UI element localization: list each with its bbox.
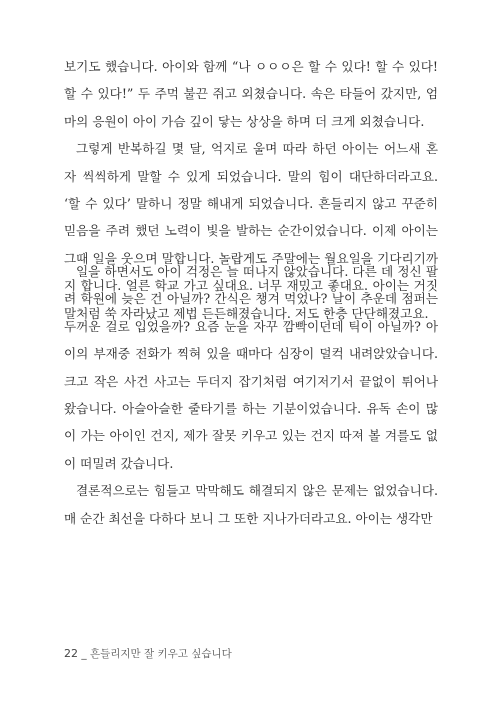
text-line: 왔습니다. 아슬아슬한 줄타기를 하는 기분이었습니다. 유독 손이 많 bbox=[64, 400, 438, 416]
text-line: 자 씩씩하게 말할 수 있게 되었습니다. 말의 힘이 대단하더라고요. bbox=[64, 168, 438, 184]
text-line: 결론적으로는 힘들고 막막해도 해결되지 않은 문제는 없었습니다. bbox=[76, 483, 438, 499]
text-line: 지 합니다. 얼른 학교 가고 싶대요. 너무 재밌고 좋대요. 아이는 거짓 bbox=[64, 278, 438, 294]
text-line: 이의 부재중 전화가 찍혀 있을 때마다 심장이 덜컥 내려앉았습니다. bbox=[64, 346, 438, 362]
text-line: 이 가는 아이인 건지, 제가 잘못 키우고 있는 건지 따져 볼 겨를도 없 bbox=[64, 428, 438, 444]
text-line: 그때 일을 웃으며 말합니다. 놀랍게도 주말에는 월요일을 기다리기까 bbox=[64, 250, 438, 266]
running-title: 흔들리지만 잘 키우고 싶습니다 bbox=[89, 648, 232, 660]
text-line: 할 수 있다!” 두 주먹 불끈 쥐고 외쳤습니다. 속은 타들어 갔지만, 엄 bbox=[64, 86, 438, 102]
page-footer bbox=[64, 646, 232, 661]
text-line: 그렇게 반복하길 몇 달, 억지로 울며 따라 하던 아이는 어느새 혼 bbox=[76, 141, 438, 157]
text-line: 크고 작은 사건 사고는 두더지 잡기처럼 여기저기서 끝없이 튀어나 bbox=[64, 373, 438, 389]
text-line: 일을 하면서도 아이 걱정은 늘 떠나지 않았습니다. 다른 데 정신 팔 bbox=[76, 264, 438, 279]
footer-separator: _ bbox=[81, 648, 87, 660]
text-line: 두꺼운 걸로 입었을까? 요즘 눈을 자꾸 깜빡이던데 틱이 아닐까? 아 bbox=[64, 318, 438, 334]
paragraph-block-2 bbox=[64, 258, 438, 532]
text-line: 이 떠밀려 갔습니다. bbox=[64, 455, 174, 471]
text-line: 말처럼 쑥 자라났고 제법 든든해졌습니다. 저도 한층 단단해졌고요. bbox=[64, 305, 429, 321]
page-number: 22 bbox=[64, 647, 78, 660]
text-line: 마의 응원이 아이 가슴 깊이 닿는 상상을 하며 더 크게 외쳤습니다. bbox=[64, 113, 425, 129]
text-line: 매 순간 최선을 다하다 보니 그 또한 지나가더라고요. 아이는 생각만 bbox=[64, 510, 433, 526]
text-line: ‘할 수 있다’ 말하니 정말 해내게 되었습니다. 흔들리지 않고 꾸준히 bbox=[64, 195, 438, 211]
text-line: 믿음을 주려 했던 노력이 빛을 발하는 순간이었습니다. 이제 아이는 bbox=[64, 223, 438, 239]
text-line: 보기도 했습니다. 아이와 함께 “나 ㅇㅇㅇ은 할 수 있다! 할 수 있다! bbox=[64, 59, 438, 74]
text-line: 려 학원에 늦은 건 아닐까? 간식은 챙겨 먹었나? 날이 추운데 점퍼는 bbox=[64, 291, 438, 307]
